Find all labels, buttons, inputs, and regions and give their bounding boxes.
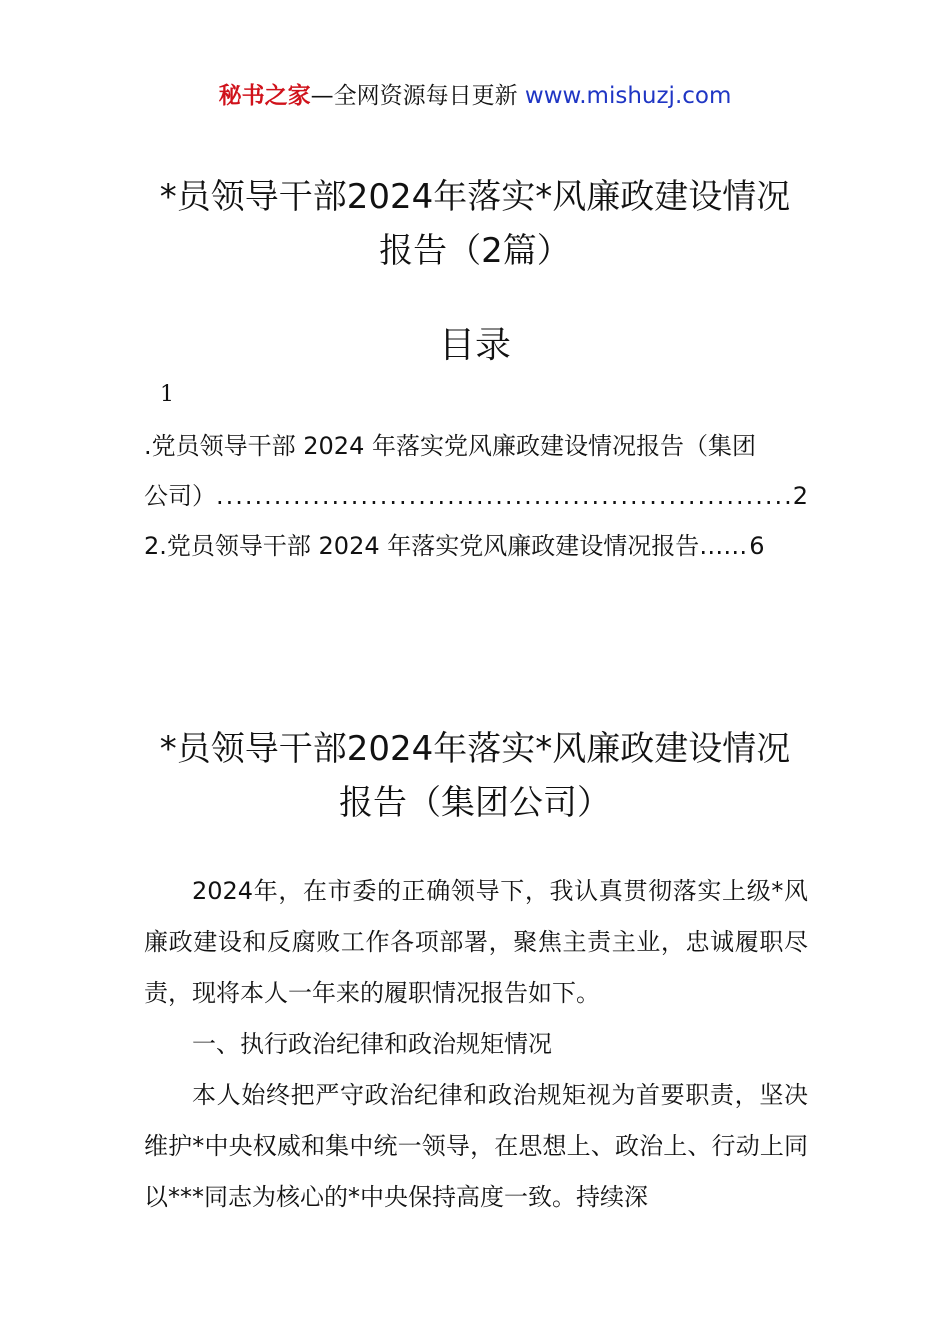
toc-item2[interactable] [144,526,808,566]
toc-heading: 目录 [438,325,511,366]
toc-item1-line2[interactable] [144,476,808,516]
toc-item1-number: 1 [160,382,174,407]
section-heading-1 [144,1019,808,1070]
header-tagline: —全网资源每日更新 [310,83,525,109]
brand-name: 秘书之家 [218,83,311,109]
site-header [0,78,950,114]
document-title-line2: 报告（2篇） [379,231,571,271]
toc-item2-dots: …… [699,532,748,560]
toc-item1-line1[interactable]: .党员领导干部 2024 年落实党风廉政建设情况报告（集团 [144,432,756,460]
section-title-line2: 报告（集团公司） [339,783,611,823]
section-heading-text: 一、执行政治纪律和政治规矩情况 [192,1030,552,1058]
body-paragraph-2 [144,1070,808,1223]
document-title-line1: *员领导干部2024年落实*风廉政建设情况 [159,177,791,217]
site-url-link[interactable]: www.mishuzj.com [524,83,732,109]
toc-item1-page: 2 [792,482,808,510]
section-title-line1: *员领导干部2024年落实*风廉政建设情况 [159,729,791,769]
paragraph-text: 2024年，在市委的正确领导下，我认真贯彻落实上级*风廉政建设和反腐败工作各项部署，聚焦主责主业，忠诚履职尽责，现将本人一年来的履职情况报告如下。 [144,877,808,1007]
body-paragraph-1 [144,866,808,1019]
toc-item1-text-end: 公司） [144,482,216,510]
document-title [0,170,950,278]
paragraph-text: 本人始终把严守政治纪律和政治规矩视为首要职责，坚决维护*中央权威和集中统一领导，在思想上、政治上、行动上同以***同志为核心的*中央保持高度一致。持续深 [144,1081,808,1211]
toc-item2-text: 2.党员领导干部 2024 年落实党风廉政建设情况报告 [144,532,700,560]
toc-item2-page: 6 [749,532,765,560]
section-title [0,722,950,830]
toc-leader-dots [216,476,791,516]
